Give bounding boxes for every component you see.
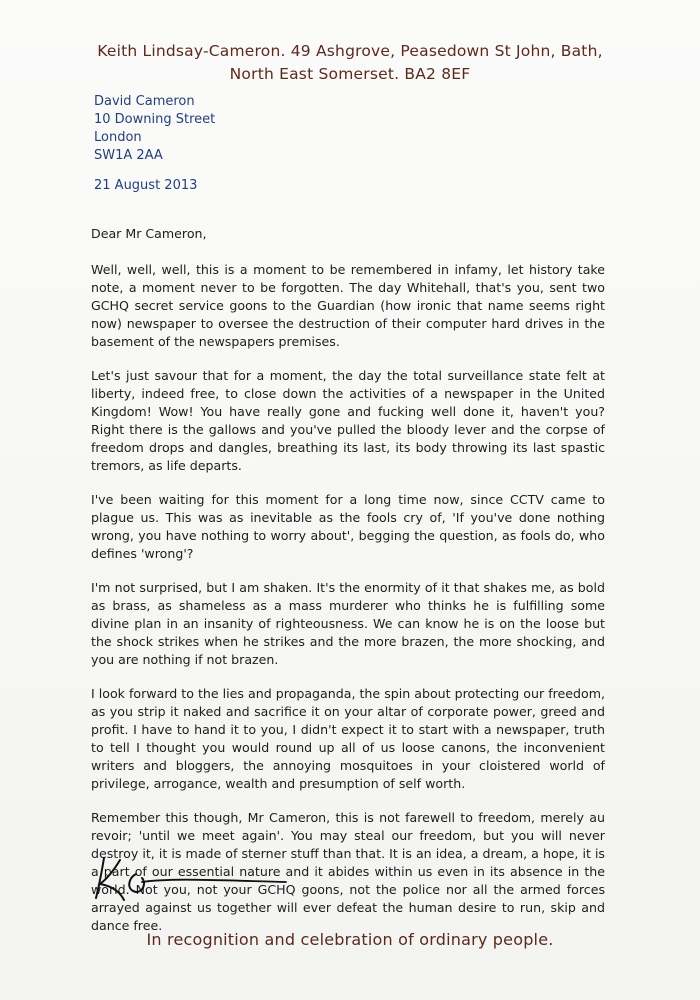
recipient-name: David Cameron	[94, 94, 195, 109]
recipient-address	[94, 93, 215, 165]
paragraph: Remember this though, Mr Cameron, this is not farewell to freedom, merely au revoir; 'until we meet again'. You may steal our freedom, but you will never destroy it, it is made of sterner stuff than that. It is an idea, a dream, a hope, it is a part of our essential nature and it abides within us even in its absence in the world. Not you, not your GCHQ goons, not the police nor all the armed forces arrayed against us together will ever defeat the human desire to run, skip and dance free.	[91, 810, 605, 933]
sender-address-line-2: North East Somerset. BA2 8EF	[229, 65, 471, 83]
recipient-city: London	[94, 130, 142, 145]
sender-address-line-1: Keith Lindsay-Cameron. 49 Ashgrove, Peasedown St John, Bath,	[97, 42, 603, 60]
recipient-postcode: SW1A 2AA	[94, 148, 163, 163]
paragraph: Let's just savour that for a moment, the day the total surveillance state felt at liberty, indeed free, to close down the activities of a newspaper in the United Kingdom! Wow! You have really gone and fucking well done it, haven't you? Right there is the gallows and you've pulled the bloody lever and the corpse of freedom drops and dangles, breathing its last, its body throwing its last spastic tremors, as life departs.	[91, 368, 605, 473]
letter-date: 21 August 2013	[94, 178, 198, 193]
paragraph: I'm not surprised, but I am shaken. It's the enormity of it that shakes me, as bold as brass, as shameless as a mass murderer who thinks he is fulfilling some divine plan in an insanity of righteousness. We can know he is on the loose but the shock strikes when he strikes and the more brazen, the more shocking, and you are nothing if not brazen.	[91, 580, 605, 667]
signature-scribble	[90, 852, 290, 904]
letter-body	[91, 225, 605, 951]
paragraph: I've been waiting for this moment for a long time now, since CCTV came to plague us. This was as inevitable as the fools cry of, 'If you've done nothing wrong, you have nothing to worry about', begging the question, as fools do, who defines 'wrong'?	[91, 492, 605, 561]
handwritten-signature	[90, 852, 290, 904]
recipient-street: 10 Downing Street	[94, 112, 216, 127]
footer-tagline: In recognition and celebration of ordinary people.	[146, 930, 554, 949]
paragraph: Well, well, well, this is a moment to be remembered in infamy, let history take note, a moment never to be forgotten. The day Whitehall, that's you, sent two GCHQ secret service goons to the Guardian (how ironic that name seems right now) newspaper to oversee the destruction of their computer hard drives in the basement of the newspapers premises.	[91, 262, 605, 349]
salutation: Dear Mr Cameron,	[91, 226, 207, 241]
sender-address	[0, 40, 700, 86]
paragraph: I look forward to the lies and propaganda, the spin about protecting our freedom, as you strip it naked and sacrifice it on your altar of corporate power, greed and profit. I have to hand it to you, I didn't expect it to start with a newspaper, truth to tell I thought you would round up all of us loose canons, the inconvenient writers and bloggers, the annoying mosquitoes in your cloistered world of privilege, arrogance, wealth and presumption of self worth.	[91, 686, 605, 791]
